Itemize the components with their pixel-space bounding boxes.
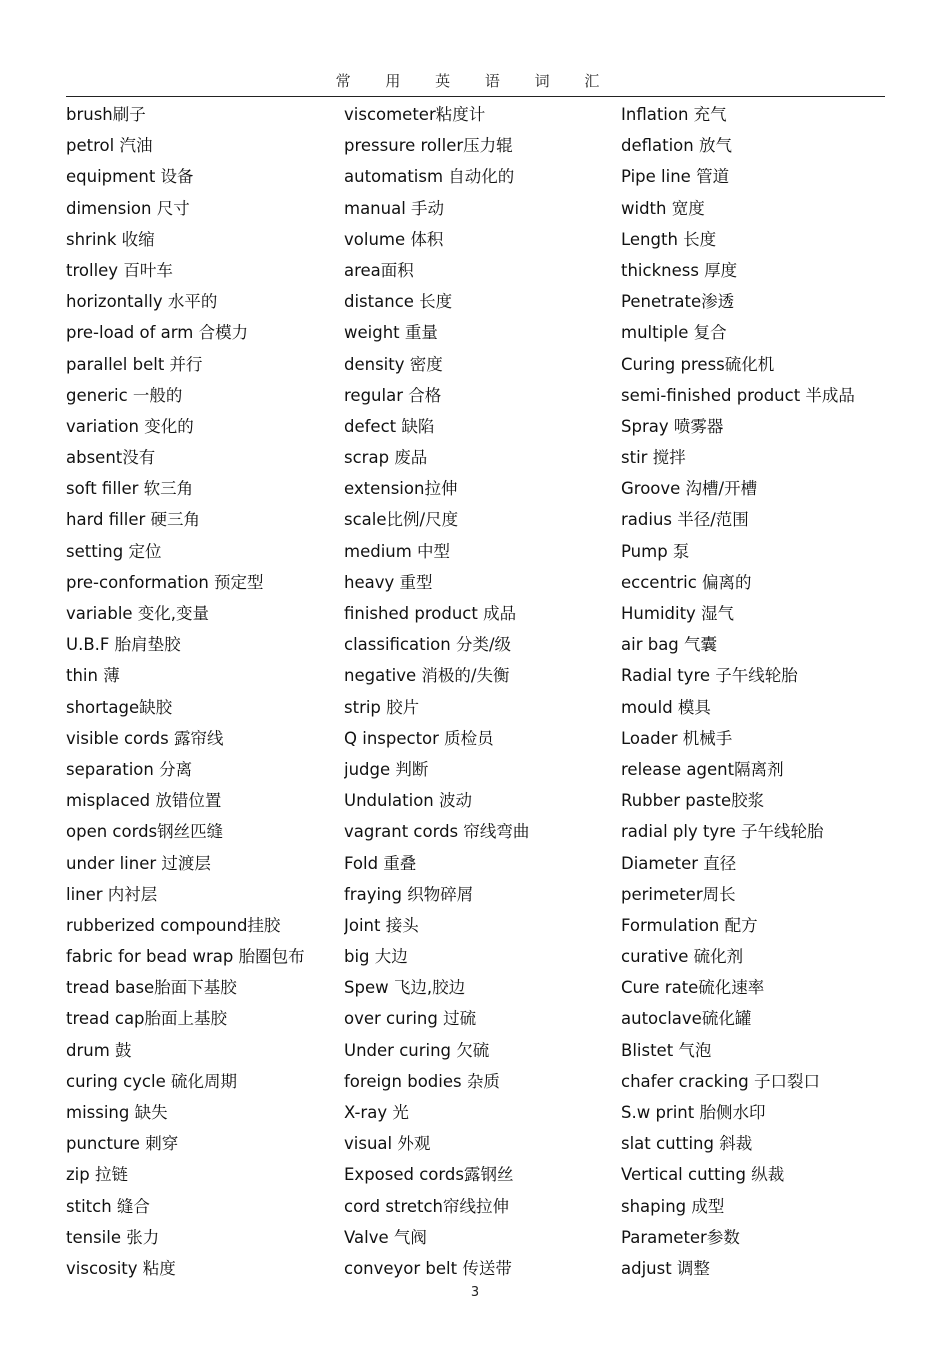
vocab-entry: regular 合格	[344, 385, 442, 405]
vocab-entry: tread base胎面下基胶	[66, 978, 237, 998]
vocab-entry: eccentric 偏离的	[621, 572, 752, 592]
vocab-entry: Under curing 欠硫	[344, 1040, 490, 1060]
vocab-entry: Length 长度	[621, 229, 717, 249]
vocab-column-2	[344, 99, 614, 1284]
vocab-entry: under liner 过渡层	[66, 853, 211, 873]
vocab-entry: tensile 张力	[66, 1227, 160, 1247]
vocab-entry: Radial tyre 子午线轮胎	[621, 666, 798, 686]
vocab-entry: cord stretch帘线拉伸	[344, 1196, 510, 1216]
page-header-title: 常 用 英 语 词 汇	[335, 72, 615, 90]
vocab-entry: heavy 重型	[344, 572, 433, 592]
vocab-entry: pre-load of arm 合模力	[66, 323, 249, 343]
vocab-entry: Valve 气阀	[344, 1227, 427, 1247]
vocab-entry: X-ray 光	[344, 1103, 409, 1122]
vocab-entry: drum 鼓	[66, 1040, 132, 1060]
vocab-column-1	[66, 99, 336, 1284]
vocab-entry: Pipe line 管道	[621, 167, 730, 187]
vocab-entry: Undulation 波动	[344, 791, 473, 811]
vocab-entry: shortage缺胶	[66, 697, 173, 717]
vocab-entry: big 大边	[344, 947, 408, 967]
vocab-entry: U.B.F 胎肩垫胶	[66, 635, 181, 655]
vocab-entry: Spray 喷雾器	[621, 416, 724, 436]
vocab-entry: Blistet 气泡	[621, 1040, 712, 1060]
vocab-entry: negative 消极的/失衡	[344, 666, 510, 686]
vocab-entry: Q inspector 质检员	[344, 728, 494, 748]
vocab-entry: puncture 刺穿	[66, 1134, 179, 1154]
vocab-entry: visible cords 露帘线	[66, 728, 224, 748]
vocab-entry: absent没有	[66, 448, 156, 468]
vocab-entry: S.w print 胎侧水印	[621, 1103, 766, 1122]
vocab-entry: setting 定位	[66, 541, 162, 561]
vocab-entry: weight 重量	[344, 323, 438, 343]
vocab-entry: Exposed cords露钢丝	[344, 1165, 514, 1185]
vocab-entry: defect 缺陷	[344, 416, 435, 436]
vocab-entry: medium 中型	[344, 541, 451, 561]
vocab-entry: visual 外观	[344, 1134, 431, 1154]
vocab-entry: strip 胶片	[344, 697, 420, 717]
vocab-entry: shrink 收缩	[66, 229, 155, 249]
vocab-entry: variable 变化,变量	[66, 604, 210, 623]
vocab-entry: viscosity 粘度	[66, 1258, 176, 1278]
vocab-entry: fraying 织物碎屑	[344, 884, 474, 904]
vocab-entry: stitch 缝合	[66, 1196, 150, 1216]
vocab-entry: density 密度	[344, 354, 443, 374]
vocab-entry: curative 硫化剂	[621, 947, 744, 967]
vocab-column-3	[621, 99, 891, 1284]
vocab-entry: area面积	[344, 260, 414, 280]
vocab-entry: chafer cracking 子口裂口	[621, 1071, 820, 1091]
vocab-entry: perimeter周长	[621, 884, 736, 904]
vocab-entry: scale比例/尺度	[344, 510, 459, 530]
vocab-entry: Inflation 充气	[621, 105, 727, 124]
vocab-entry: misplaced 放错位置	[66, 791, 222, 811]
vocab-entry: deflation 放气	[621, 136, 732, 156]
vocab-entry: Cure rate硫化速率	[621, 978, 765, 998]
vocab-entry: judge 判断	[344, 759, 429, 779]
vocab-entry: vagrant cords 帘线弯曲	[344, 822, 530, 842]
vocab-entry: manual 手动	[344, 198, 445, 218]
vocab-entry: scrap 废品	[344, 448, 428, 468]
vocab-entry: generic 一般的	[66, 385, 183, 405]
vocab-entry: parallel belt 并行	[66, 354, 203, 374]
vocab-entry: conveyor belt 传送带	[344, 1258, 512, 1278]
vocab-entry: Penetrate渗透	[621, 292, 735, 312]
vocab-entry: Humidity 湿气	[621, 604, 735, 623]
vocab-entry: release agent隔离剂	[621, 759, 784, 779]
header-rule	[66, 96, 885, 97]
vocab-entry: rubberized compound挂胶	[66, 915, 281, 935]
vocab-entry: Loader 机械手	[621, 728, 733, 748]
vocab-entry: horizontally 水平的	[66, 292, 218, 312]
vocab-entry: adjust 调整	[621, 1258, 710, 1278]
vocab-entry: Fold 重叠	[344, 853, 417, 873]
vocab-entry: foreign bodies 杂质	[344, 1071, 500, 1091]
vocab-entry: Pump 泵	[621, 541, 690, 561]
vocab-entry: automatism 自动化的	[344, 167, 515, 187]
vocab-entry: stir 搅拌	[621, 448, 686, 468]
vocab-entry: viscometer粘度计	[344, 105, 486, 124]
vocab-entry: radius 半径/范围	[621, 510, 749, 530]
vocab-entry: finished product 成品	[344, 604, 517, 623]
vocab-entry: slat cutting 斜裁	[621, 1134, 753, 1154]
vocab-entry: curing cycle 硫化周期	[66, 1071, 237, 1091]
vocab-entry: Spew 飞边,胶边	[344, 978, 466, 998]
vocab-entry: liner 内衬层	[66, 884, 158, 904]
vocab-entry: thickness 厚度	[621, 260, 738, 280]
vocab-entry: Joint 接头	[344, 915, 419, 935]
vocab-entry: radial ply tyre 子午线轮胎	[621, 822, 824, 842]
vocab-entry: pre-conformation 预定型	[66, 572, 264, 592]
vocab-entry: variation 变化的	[66, 416, 194, 436]
vocab-entry: Vertical cutting 纵裁	[621, 1165, 785, 1185]
vocab-entry: Groove 沟槽/开槽	[621, 479, 758, 499]
vocab-entry: missing 缺失	[66, 1103, 168, 1122]
vocab-entry: equipment 设备	[66, 167, 194, 187]
vocab-entry: hard filler 硬三角	[66, 510, 201, 530]
vocab-entry: autoclave硫化罐	[621, 1009, 752, 1029]
vocab-entry: pressure roller压力辊	[344, 136, 513, 156]
vocab-entry: volume 体积	[344, 229, 444, 249]
vocab-entry: Rubber paste胶浆	[621, 791, 765, 811]
vocab-entry: Formulation 配方	[621, 915, 758, 935]
vocab-entry: extension拉伸	[344, 479, 458, 499]
vocab-entry: width 宽度	[621, 198, 705, 218]
vocab-entry: dimension 尺寸	[66, 198, 190, 218]
vocab-entry: Parameter参数	[621, 1227, 740, 1247]
vocab-entry: semi-finished product 半成品	[621, 385, 855, 405]
vocab-entry: mould 模具	[621, 697, 711, 717]
vocab-entry: air bag 气囊	[621, 635, 718, 655]
vocab-entry: fabric for bead wrap 胎圈包布	[66, 947, 305, 967]
vocab-entry: thin 薄	[66, 666, 120, 686]
vocab-entry: petrol 汽油	[66, 136, 153, 156]
vocab-entry: classification 分类/级	[344, 635, 512, 655]
vocab-entry: Curing press硫化机	[621, 354, 775, 374]
vocab-entry: tread cap胎面上基胶	[66, 1009, 228, 1029]
vocab-entry: distance 长度	[344, 292, 453, 312]
page-number: 3	[470, 1285, 480, 1300]
vocab-entry: shaping 成型	[621, 1196, 725, 1216]
vocab-entry: zip 拉链	[66, 1165, 128, 1185]
vocab-entry: soft filler 软三角	[66, 479, 194, 499]
vocab-entry: Diameter 直径	[621, 853, 737, 873]
vocab-entry: open cords钢丝匹缝	[66, 822, 224, 842]
vocab-entry: trolley 百叶车	[66, 260, 173, 280]
vocab-entry: multiple 复合	[621, 323, 727, 343]
vocab-entry: separation 分离	[66, 759, 193, 779]
vocab-entry: over curing 过硫	[344, 1009, 477, 1029]
vocab-entry: brush刷子	[66, 105, 146, 124]
